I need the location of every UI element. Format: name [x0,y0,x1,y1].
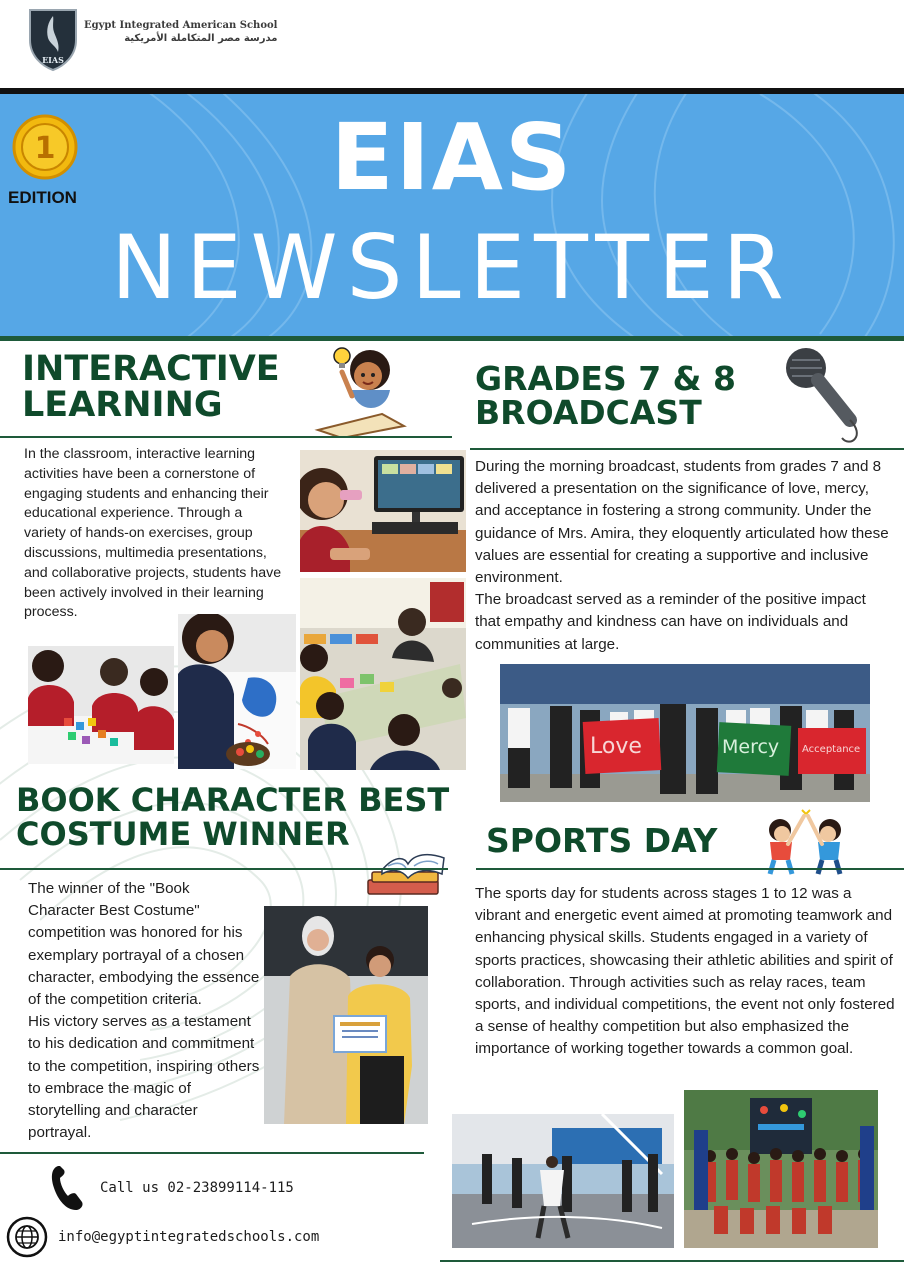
open-book-icon [364,834,448,900]
banner-title-eias: EIAS [330,104,574,211]
photo-kids-building-blocks [28,646,174,764]
interactive-learning-rule [0,436,452,438]
edition-number: 1 [34,131,56,166]
contact-email[interactable] [6,1216,319,1258]
email-address[interactable]: info@egyptintegratedschools.com [58,1229,320,1245]
school-name-english: Egypt Integrated American School [84,20,278,31]
student-lightbulb-illustration [312,344,408,438]
phone-number[interactable]: Call us 02-23899114-115 [100,1180,294,1196]
interactive-learning-title: INTERACTIVE LEARNING [22,349,280,425]
book-character-body-paragraph-1: The winner of the "Book Character Best Costume" competition was honored for his exemplary portrayal of a chosen character, embodying the essence of the competition criteria. [28,880,260,1009]
contact-rule [0,1152,424,1154]
sign-love: Love [590,734,642,759]
book-character-rule [0,868,448,870]
globe-icon [6,1216,48,1258]
shield-logo-icon [26,6,80,72]
kids-high-five-illustration [756,808,856,876]
header-divider [0,88,904,94]
book-character-title: BOOK CHARACTER BEST COSTUME WINNER [16,781,450,853]
photo-boy-painting [178,614,296,769]
contact-phone[interactable] [50,1164,294,1212]
photo-classroom-group-activity [300,578,466,770]
interactive-learning-body: In the classroom, interactive learning activities have been a cornerstone of engaging students and enhancing their educational experience. Through a variety of hands-on exercises, group discussions, multimedia presentations, and collaborative projects, students have been actively involved in their learning process. [24,446,282,621]
broadcast-body [475,456,895,656]
phone-icon [50,1164,86,1212]
photo-sports-day-playground [452,1114,674,1248]
photo-costume-winner [264,906,428,1124]
book-character-body-paragraph-2: His victory serves as a testament to his dedication and commitment to the competition, inspiring others to embrace the magic of storytelling and character portrayal. [28,1013,260,1142]
broadcast-body-paragraph-1: During the morning broadcast, students from grades 7 and 8 delivered a presentation on the significance of love, mercy, and acceptance in fostering a strong community. Under the guidance of Mrs. Amira, they eloquently articulated how these values are essential for creating a supportive and inclusive environment. [475,458,889,587]
edition-label: EDITION [8,188,77,207]
sports-day-title: SPORTS DAY [486,821,718,860]
photo-broadcast-group [500,664,870,802]
broadcast-body-paragraph-2: The broadcast served as a reminder of the positive impact that empathy and kindness can have on individuals and communities at large. [475,591,866,653]
newsletter-banner [0,94,904,336]
contact-bottom-rule [440,1260,904,1262]
book-character-body [28,878,260,1144]
broadcast-title: GRADES 7 & 8 BROADCAST [475,359,736,432]
banner-title-newsletter: NEWSLETTER [111,216,793,319]
broadcast-rule [470,448,904,450]
sign-mercy: Mercy [722,736,780,758]
sports-day-rule [476,868,904,870]
school-name-arabic: مدرسة مصر المتكاملة الأمريكية [124,33,278,44]
school-logo [26,6,277,72]
logo-letters: EIAS [42,55,64,65]
microphone-icon [780,344,870,448]
sports-day-body: The sports day for students across stages 1 to 12 was a vibrant and energetic event aimed at promoting teamwork and enhancing physical skills. Students engaged in a variety of sports practices, showcasing their athletic abilities and spirit of collaboration. Through activities such as relay races, team sports, and individual competitions, the event not only fostered a sense of healthy competition but also emphasized the importance of working together towards a common goal. [475,885,895,1058]
photo-sports-day-group [684,1090,878,1248]
banner-divider [0,336,904,341]
sign-acceptance: Acceptance [802,744,861,755]
photo-student-computer [300,450,466,572]
